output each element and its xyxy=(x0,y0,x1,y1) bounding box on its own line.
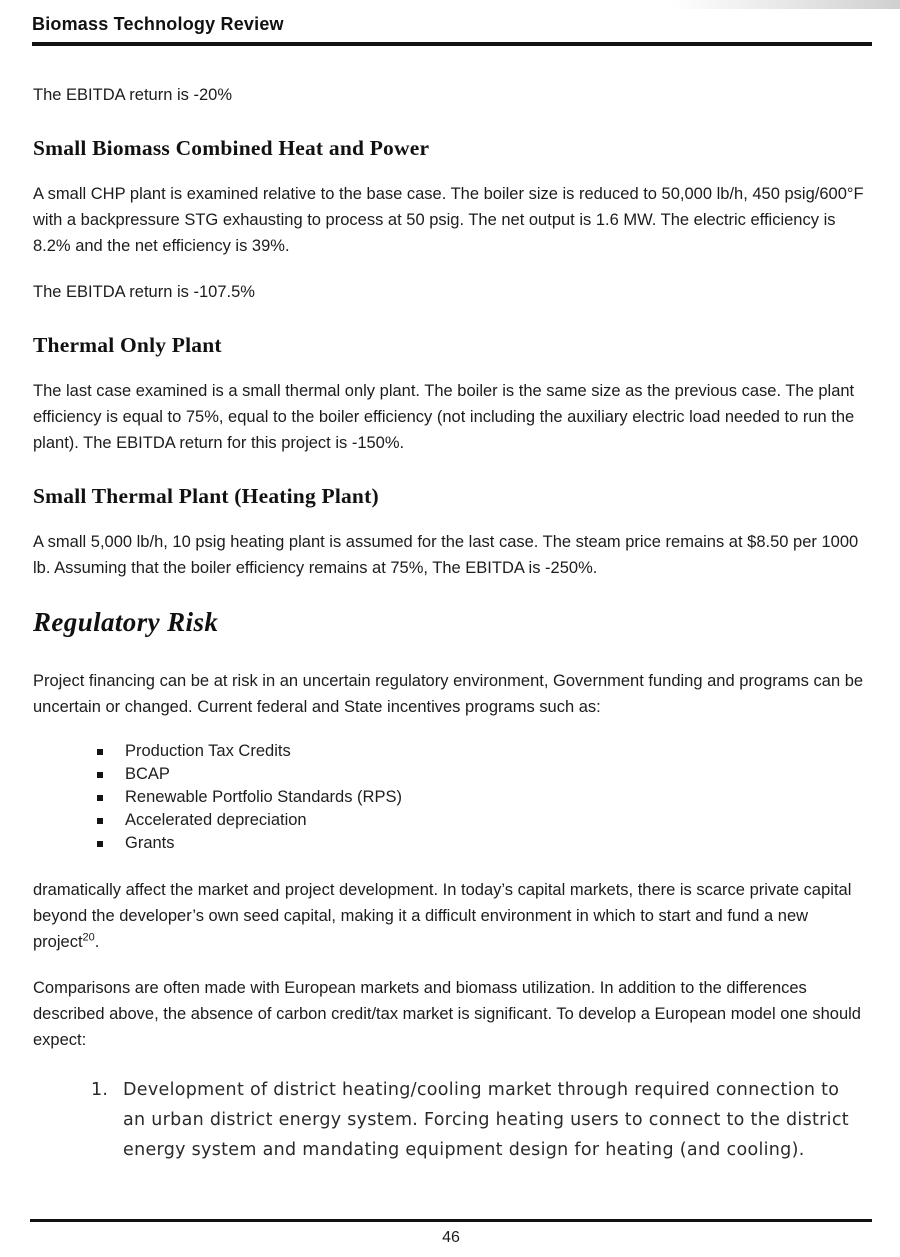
list-item xyxy=(91,1075,866,1165)
heading-small-thermal-plant: Small Thermal Plant (Heating Plant) xyxy=(33,484,379,508)
list-item xyxy=(97,809,866,832)
paragraph-european-comparison: Comparisons are often made with European markets and biomass utilization. In addition to the differences described above, the absence of carbon credit/tax market is significant. To develop a European model one should expect: xyxy=(33,979,861,1049)
footer-rule xyxy=(30,1219,872,1222)
page-number: 46 xyxy=(442,1229,460,1246)
page-footer xyxy=(30,1219,872,1247)
bullet-item-label: Production Tax Credits xyxy=(125,742,291,760)
paragraph-market-effects xyxy=(33,877,866,955)
paragraph-regulatory-intro: Project financing can be at risk in an uncertain regulatory environment, Government funding and programs can be uncertain or changed. Current federal and State incentives programs such as: xyxy=(33,672,864,716)
paragraph-thermal-only: The last case examined is a small thermal only plant. The boiler is the same size as the previous case. The plant efficiency is equal to 75%, equal to the boiler efficiency (not including the auxiliary electric load needed to run the plant). The EBITDA return for this project is -150%. xyxy=(33,382,855,452)
paragraph-small-thermal: A small 5,000 lb/h, 10 psig heating plant is assumed for the last case. The steam price remains at $8.50 per 1000 lb. Assuming that the boiler efficiency remains at 75%, The EBITDA is -250%. xyxy=(33,533,859,577)
list-item xyxy=(97,740,866,763)
list-item xyxy=(97,763,866,786)
bullet-square-icon xyxy=(97,841,103,847)
bullet-item-label: BCAP xyxy=(125,765,170,783)
ebitda-line-2: The EBITDA return is -107.5% xyxy=(33,283,255,301)
page-header xyxy=(0,0,900,46)
bullet-item-label: Grants xyxy=(125,834,175,852)
document-body xyxy=(0,82,900,1165)
heading-thermal-only-plant: Thermal Only Plant xyxy=(33,333,222,357)
bullet-item-label: Accelerated depreciation xyxy=(125,811,307,829)
ebitda-line-1: The EBITDA return is -20% xyxy=(33,86,232,104)
list-item xyxy=(97,786,866,809)
bullet-square-icon xyxy=(97,749,103,755)
list-item-text: Development of district heating/cooling market through required connection to an urban district energy system. Forcing heating users to connect to the district energy system and mandating equipment design for heating (and cooling). xyxy=(123,1080,849,1160)
paragraph-market-effects-text: dramatically affect the market and project development. In today’s capital markets, there is scarce private capital beyond the developer’s own seed capital, making it a difficult environment in which to start and fund a new project xyxy=(33,881,852,951)
bullet-square-icon xyxy=(97,795,103,801)
incentives-bullet-list xyxy=(33,740,866,855)
list-item-number: 1. xyxy=(91,1080,109,1100)
bullet-square-icon xyxy=(97,772,103,778)
bullet-item-label: Renewable Portfolio Standards (RPS) xyxy=(125,788,402,806)
document-title: Biomass Technology Review xyxy=(32,14,284,34)
paragraph-market-effects-suffix: . xyxy=(94,933,100,951)
heading-regulatory-risk: Regulatory Risk xyxy=(33,607,219,637)
heading-small-biomass-chp: Small Biomass Combined Heat and Power xyxy=(33,136,430,160)
footnote-marker: 20 xyxy=(82,931,95,944)
paragraph-chp: A small CHP plant is examined relative to the base case. The boiler size is reduced to 50,000 lb/h, 450 psig/600°F with a backpressure STG exhausting to process at 50 psig. The net output is 1.6 MW. The electric efficiency is 8.2% and the net efficiency is 39%. xyxy=(33,185,864,255)
european-model-numbered-list xyxy=(33,1075,866,1165)
list-item xyxy=(97,832,866,855)
header-rule xyxy=(32,42,872,46)
bullet-square-icon xyxy=(97,818,103,824)
